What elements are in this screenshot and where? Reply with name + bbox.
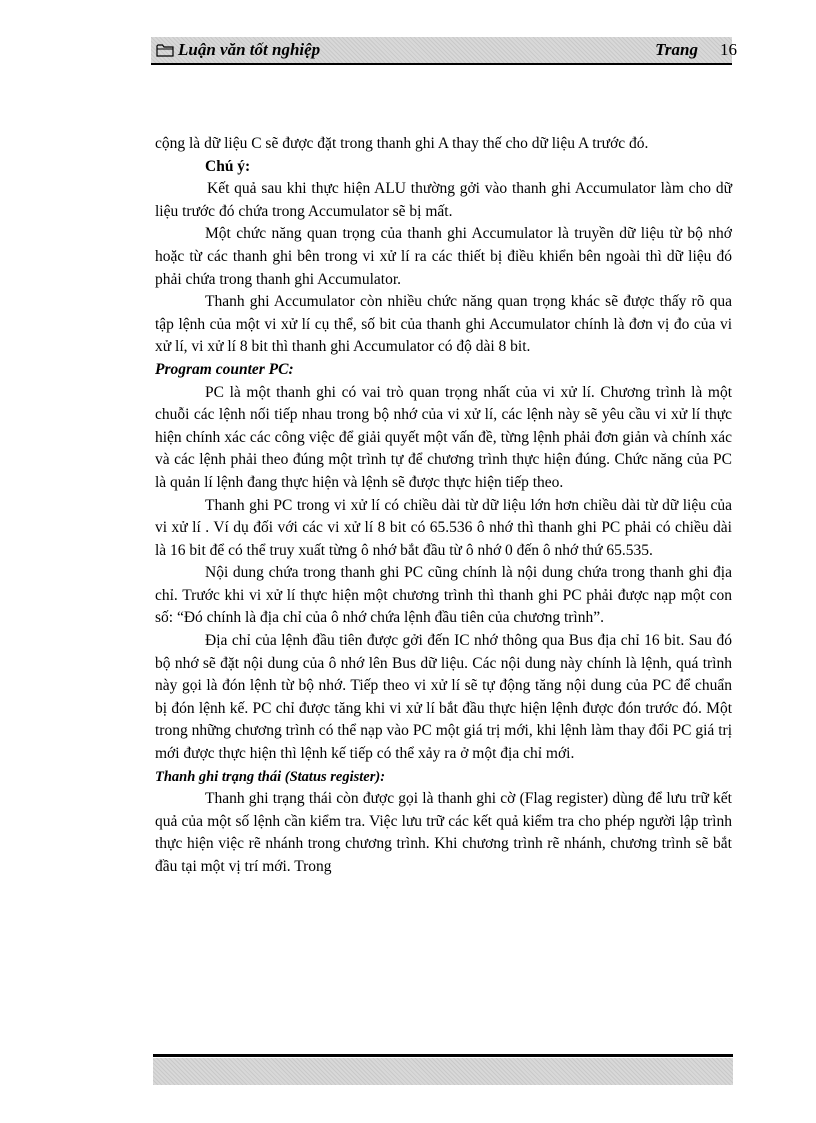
paragraph-pc-length: Thanh ghi PC trong vi xử lí có chiều dài từ dữ liệu lớn hơn chiều dài từ dữ liệu của vi xử lí . Ví dụ đối với các vi xử lí 8 bit có 65.536 ô nhớ thì thanh ghi PC phải có chiều dài là 16 bit để có thể truy xuất từng ô nhớ bắt đầu từ ô nhớ 0 đến ô nhớ thứ 65.535. xyxy=(155,496,732,559)
footer-bar xyxy=(153,1058,733,1085)
page-label: Trang xyxy=(655,40,698,59)
paragraph-pc-role: PC là một thanh ghi có vai trò quan trọng nhất của vi xử lí. Chương trình là một chuỗi các lệnh nối tiếp nhau trong bộ nhớ của vi xử lí, các lệnh này sẽ yêu cầu vi xử lí thực hiện chính xác các công việc để giải quyết một vấn đề, từng lệnh phải đơn giản và chính xác và các lệnh phải theo đúng một trình tự để chương trình thực hiện đúng. Chức năng của PC là quản lí lệnh đang thực hiện và lệnh sẽ được thực hiện tiếp theo. xyxy=(155,383,732,491)
folder-icon xyxy=(156,43,174,57)
paragraph-pc-address: Địa chỉ của lệnh đầu tiên được gởi đến IC nhớ thông qua Bus địa chỉ 16 bit. Sau đó bộ nhớ sẽ đặt nội dung của ô nhớ lên Bus dữ liệu. Các nội dung này chính là lệnh, quá trình này gọi là đón lệnh từ bộ nhớ. Tiếp theo vi xử lí sẽ tự động tăng nội dung của PC để chuẩn bị đón lệnh kế. PC chỉ được tăng khi vi xử lí bắt đầu thực hiện lệnh được đón trước đó. Một trong những chương trình có thể nạp vào PC một giá trị mới, khi lệnh làm thay đổi PC giá trị mới được thực hiện thì lệnh kế tiếp có thể xảy ra ở một địa chỉ mới. xyxy=(155,632,732,763)
header-bar xyxy=(151,37,732,65)
paragraph-pc-content: Nội dung chứa trong thanh ghi PC cũng chính là nội dung chứa trong thanh ghi địa chỉ. Trước khi vi xử lí thực hiện một chương trình thì thanh ghi PC phải được nạp một con số: “Đó chính là địa chỉ của ô nhớ chứa lệnh đầu tiên của chương trình”. xyxy=(155,564,732,627)
section-heading-program-counter: Program counter PC: xyxy=(155,360,294,378)
note-title: Chú ý: xyxy=(205,157,251,175)
footer-rule xyxy=(153,1054,733,1057)
page-header xyxy=(151,37,735,65)
paragraph-accumulator-other: Thanh ghi Accumulator còn nhiều chức năng quan trọng khác sẽ được thấy rõ qua tập lệnh của một vi xử lí cụ thể, số bit của thanh ghi Accumulator chính là đơn vị đo của vi xử lí, vi xử lí 8 bit thì thanh ghi Accumulator có độ dài 8 bit. xyxy=(155,293,732,356)
document-title: Luận văn tốt nghiệp xyxy=(178,40,321,59)
paragraph-continuation: cộng là dữ liệu C sẽ được đặt trong thanh ghi A thay thế cho dữ liệu A trước đó. xyxy=(155,135,649,152)
paragraph-status-register: Thanh ghi trạng thái còn được gọi là thanh ghi cờ (Flag register) dùng để lưu trữ kết quả của một số lệnh cần kiểm tra. Việc lưu trữ các kết quả kiểm tra cho phép người lập trình thực hiện việc rẽ nhánh trong chương trình. Khi chương trình rẽ nhánh, chương trình sẽ bắt đầu tại một vị trí mới. Trong xyxy=(155,790,732,875)
page-number: 16 xyxy=(720,40,737,59)
note-paragraph: Kết quả sau khi thực hiện ALU thường gởi vào thanh ghi Accumulator làm cho dữ liệu trước đó chứa trong Accumulator sẽ bị mất. xyxy=(155,180,732,220)
section-heading-status-register: Thanh ghi trạng thái (Status register): xyxy=(155,768,386,785)
document-body xyxy=(155,133,732,879)
paragraph-accumulator-function: Một chức năng quan trọng của thanh ghi Accumulator là truyền dữ liệu từ bộ nhớ hoặc từ các thanh ghi bên trong vi xử lí ra các thiết bị điều khiển bên ngoài thì dữ liệu đó phải chứa trong thanh ghi Accumulator. xyxy=(155,225,732,288)
